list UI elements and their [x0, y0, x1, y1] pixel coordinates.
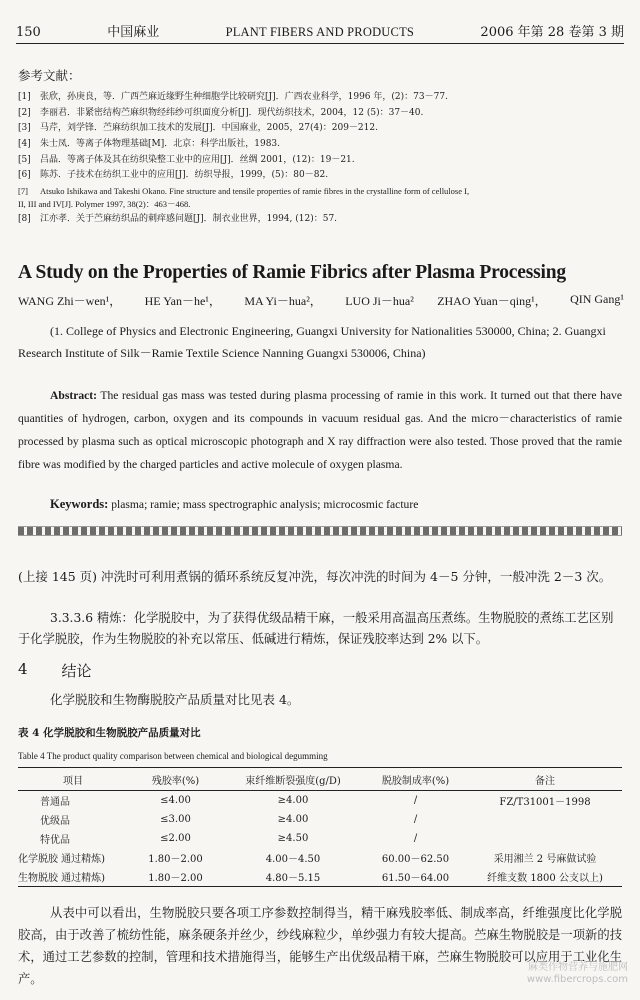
author: ZHAO Yuan－qing¹， [437, 294, 547, 308]
page-number: 150 [16, 25, 41, 40]
reference-item: [7] Atsuko Ishikawa and Takeshi Okano. Fine structure and tensile properties of ramie fibres in the crystalline form of cellulose I, [18, 186, 470, 197]
conclusion-paragraph: 从表中可以看出，生物脱胶只要各项工序参数控制得当，精干麻残胶率低、制成率高，纤维强度比化学脱胶高，由于改善了梳纺性能，麻条硬条并丝少，纱线麻粒少，单纱强力有较大提高。苎麻生物脱胶是一项新的技术，通过工艺参数的控制，管理和技术措施得当，能够生产出优级品精干麻，苎麻生物脱胶可以应用于工业化生产。 [18, 906, 622, 986]
reference-item: [8] 江亦孝．关于苎麻纺织品的刺痒感问题[J]．制衣业世界，1994, (12)：57. [18, 214, 338, 225]
table-header-cell: 束纤维断裂强度(g/D) [245, 775, 341, 787]
section-title: 结论 [61, 662, 92, 680]
table-header-row [18, 768, 622, 791]
section-number: 4 [18, 660, 28, 678]
section-divider [18, 526, 622, 536]
reference-item: [2] 李丽君．非紧密结构苎麻织物经纬纱可织面度分析[J]．现代纺织技术，2004，12 (5)：37－40. [18, 107, 424, 118]
running-header [16, 18, 624, 44]
table-header-cell: 残胶率(%) [151, 775, 200, 787]
author: HE Yan－he¹， [144, 294, 221, 308]
table-header-cell: 备注 [535, 775, 555, 787]
table-row: 特优品 ≤2.00 ≥4.50 / [40, 833, 418, 846]
watermark [527, 962, 628, 986]
author: QIN Gang¹ [570, 292, 624, 306]
affiliation: (1. College of Physics and Electronic Engineering, Guangxi University for Nationalities 530000, China; 2. Guangxi Research Institute of Silk－Ramie Textile Science Nanning Guangxi 530006, China) [18, 324, 606, 360]
reference-item: [6] 陈苏．子技术在纺织工业中的应用[J]．纺织导报，1999，(5)：80－82. [18, 170, 329, 181]
reference-item-continuation: II, III and IV[J]. Polymer 1997, 38(2)：463－468. [18, 199, 191, 210]
watermark-line: 麻类作物营养与施肥网 [528, 962, 628, 973]
table-row: 优级品 ≤3.00 ≥4.00 / [40, 814, 418, 827]
keywords-text: plasma; ramie; mass spectrographic analysis; microcosmic facture [108, 498, 419, 511]
watermark-line: www.fibercrops.com [526, 974, 628, 985]
keywords-label: Keywords: [50, 497, 109, 511]
author: WANG Zhi－wen¹， [18, 294, 122, 308]
paper-title: A Study on the Properties of Ramie Fibrics after Plasma Processing [18, 262, 566, 283]
abstract-text: The residual gas mass was tested during plasma processing of ramie in this work. It turned out that there have quantities of hydrogen, carbon, oxygen and its compounds in vacuum residual gas. And the micro－characteristics of ramie processed by plasma such as optical microscopic photograph and X ray diffraction were also tested. Those proved that the ramie fibre was modified by the charged particles and active molecule of oxygen plasma. [18, 389, 622, 471]
table-row: 生物脱胶 通过精炼) 1.80－2.00 4.80－5.15 61.50－64.00 纤维支数 1800 公支以上) [18, 867, 622, 887]
abstract [18, 384, 622, 476]
journal-issue: 2006 年第 28 卷第 3 期 [480, 25, 624, 40]
reference-item: [5] 吕晶．等离子体及其在纺织染整工业中的应用[J]．丝绸 2001，(12)：19－21. [18, 154, 355, 165]
reference-item: [3] 马芹，刘学锋．苎麻纺织加工技术的发展[J]．中国麻业，2005，27(4)：209－212. [18, 123, 378, 134]
references-label: 参考文献： [18, 68, 81, 83]
author-list [18, 292, 624, 309]
author: LUO Ji－hua² [345, 294, 414, 308]
reference-item: [4] 朱士凤．等离子体物理基础[M]．北京：科学出版社，1983. [18, 139, 281, 150]
table-row: 化学脱胶 通过精炼) 1.80－2.00 4.00－4.50 60.00－62.50 采用湘兰 2 号麻做试验 [18, 854, 597, 865]
reference-item: [1] 张欣，孙庚良，等．广西苎麻近缘野生种细胞学比较研究[J]．广西农业科学，1996 年，(2)：73－77. [18, 92, 448, 102]
abstract-label: Abstract: [50, 389, 98, 402]
section-heading [18, 660, 92, 681]
table-row: 普通品 ≤4.00 ≥4.00 / FZ/T31001－1998 [40, 795, 591, 808]
keywords [50, 497, 620, 512]
table-header-cell: 脱胶制成率(%) [381, 775, 450, 787]
table-header-cell: 项目 [63, 775, 83, 787]
journal-name-cn: 中国麻业 [107, 25, 160, 40]
references-section [18, 66, 622, 230]
table-caption-en: Table 4 The product quality comparison between chemical and biological degumming [18, 751, 328, 761]
body-paragraph: 3.3.3.6 精炼：化学脱胶中，为了获得优级品精干麻，一般采用高温高压煮练。生物脱胶的煮练工艺区别于化学脱胶，作为生物脱胶的补充以常压、低碱进行精炼，保证残胶率达到 2% 以下。 [18, 611, 614, 646]
table-intro: 化学脱胶和生物酶脱胶产品质量对比见表 4。 [50, 692, 300, 707]
table-caption-cn: 表 4 化学脱胶和生物脱胶产品质量对比 [18, 727, 201, 739]
author: MA Yi－hua²， [244, 294, 322, 308]
quality-comparison-table [18, 767, 622, 887]
journal-name-en: PLANT FIBERS AND PRODUCTS [225, 25, 415, 39]
body-paragraph: (上接 145 页) 冲洗时可利用煮锅的循环系统反复冲洗，每次冲洗的时间为 4－5 分钟，一般冲洗 2－3 次。 [18, 569, 612, 584]
